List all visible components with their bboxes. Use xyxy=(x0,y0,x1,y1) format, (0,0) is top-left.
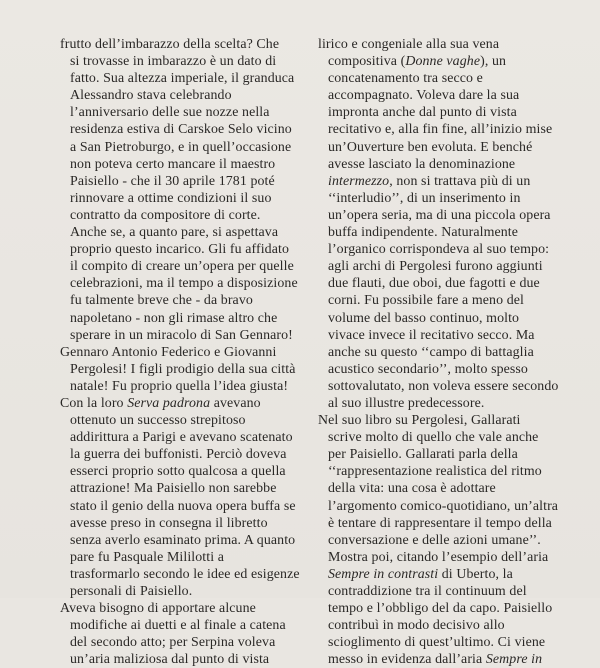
italic-title: Serva padrona xyxy=(127,395,211,411)
text-line: anche su questo ‘‘campo di battaglia xyxy=(328,344,534,360)
text-line: a San Pietroburgo, e in quell’occasione xyxy=(70,139,292,155)
text-line: avesse preso in consegna il libretto xyxy=(70,515,268,531)
text-line: un’Ouverture ben evoluta. E benché xyxy=(328,139,533,155)
text-line: corni. Fu possibile fare a meno del xyxy=(328,293,524,309)
text-line: contraddizione tra il continuum del xyxy=(328,584,527,599)
text-line: stato il genio della nuova opera buffa se xyxy=(70,498,296,514)
text-line: Alessandro stava celebrando xyxy=(70,88,232,104)
text-line: agli archi di Pergolesi furono aggiunti xyxy=(328,259,543,275)
text-line: contratto da compositore di corte. xyxy=(70,207,261,223)
text-line: il compito di creare un’opera per quelle xyxy=(70,259,294,275)
text-line: concatenamento tra secco e xyxy=(328,71,483,87)
text-line: recitativo e, alla fin fine, all’inizio mise xyxy=(328,122,553,138)
text-line: Gennaro Antonio Federico e Giovanni xyxy=(60,344,277,360)
text-line: rinnovare a ottime condizioni il suo xyxy=(70,190,272,206)
paragraph xyxy=(60,395,310,600)
text-line: Pergolesi! I figli prodigio della sua città xyxy=(70,361,296,377)
text-line: addirittura a Parigi e avevano scatenato xyxy=(70,430,293,446)
paragraph xyxy=(60,344,310,395)
text-line: fatto. Sua altezza imperiale, il granduca xyxy=(70,71,295,87)
text-line: fu talmente breve che - da bravo xyxy=(70,293,253,309)
text-line: un’aria maliziosa dal punto di vista xyxy=(70,652,270,668)
text-line: ottenuto un successo strepitoso xyxy=(70,413,246,429)
text-line: modifiche ai duetti e al finale a catena xyxy=(70,618,286,634)
text-line: tempo e l’obbligo del da capo. Paisiello xyxy=(328,601,553,617)
paragraph xyxy=(60,36,310,344)
text-line: scioglimento di quest’ultimo. Ci viene xyxy=(328,635,546,651)
text-line: impronta anche dal punto di vista xyxy=(328,105,517,121)
text-line: ‘‘rappresentazione realistica del ritmo xyxy=(328,464,542,480)
text-line: è tentare di rappresentare il tempo della xyxy=(328,515,552,531)
text-line: scrive molto di quello che vale anche xyxy=(328,430,539,446)
text-line: personali di Paisiello. xyxy=(70,584,193,599)
paragraph xyxy=(318,412,559,668)
text-line: sottovalutato, non voleva essere secondo xyxy=(328,378,559,394)
text-line: contribuì in modo decisivo allo xyxy=(328,618,505,634)
paragraph xyxy=(318,36,559,412)
text-line: un’opera seria, ma di una piccola opera xyxy=(328,207,551,223)
italic-title: intermezzo xyxy=(328,173,390,189)
text-line: Con la loro Serva padrona avevano xyxy=(60,395,261,411)
text-line: del secondo atto; per Serpina voleva xyxy=(70,635,276,651)
text-line: lirico e congeniale alla sua vena xyxy=(318,37,500,52)
text-line: residenza estiva di Carskoe Selo vicino xyxy=(70,122,292,138)
text-line: acustico secondario’’, molto spesso xyxy=(328,361,528,377)
text-line: due flauti, due oboi, due fagotti e due xyxy=(328,276,540,292)
italic-title: Sempre in xyxy=(485,652,543,668)
paragraph xyxy=(60,600,310,668)
text-line: buffa indipendente. Naturalmente xyxy=(328,225,519,241)
left-text-column xyxy=(60,36,310,668)
text-line: attrazione! Ma Paisiello non sarebbe xyxy=(70,481,277,497)
text-line: trasformarlo secondo le idee ed esigenze xyxy=(70,566,300,582)
text-line: senza averlo esaminato prima. A quanto xyxy=(70,532,296,548)
text-line: per Paisiello. Gallarati parla della xyxy=(328,447,518,463)
text-line: compositiva (Donne vaghe), un xyxy=(328,54,507,70)
text-line: al suo illustre predecessore. xyxy=(328,395,485,411)
text-line: Paisiello - che il 30 aprile 1781 poté xyxy=(70,173,275,189)
italic-title: Sempre in contrasti xyxy=(328,566,439,582)
text-line: conversazione e delle azioni umane’’. xyxy=(328,532,541,548)
text-line: l’anniversario delle sue nozze nella xyxy=(70,105,270,121)
text-line: non poteva certo mancare il maestro xyxy=(70,156,276,172)
text-line: celebrazioni, ma il tempo a disposizione xyxy=(70,276,298,292)
text-line: della vita: una cosa è adottare xyxy=(328,481,496,497)
text-line: avesse lasciato la denominazione xyxy=(328,156,516,172)
text-line: volume del basso continuo, molto xyxy=(328,310,520,326)
text-line: l’argomento comico-quotidiano, un’altra xyxy=(328,498,559,514)
right-text-column xyxy=(318,36,559,668)
text-line: Aveva bisogno di apportare alcune xyxy=(60,601,256,617)
text-line: vivace invece il recitativo secco. Ma xyxy=(328,327,535,343)
text-line: napoletano - non gli rimase altro che xyxy=(70,310,278,326)
text-line: ‘‘interludio’’, di un inserimento in xyxy=(328,190,521,206)
text-line: accompagnato. Voleva dare la sua xyxy=(328,88,520,104)
text-line: sperare in un miracolo di San Gennaro! xyxy=(70,327,293,343)
text-line: l’organico corrispondeva al suo tempo: xyxy=(328,242,550,258)
text-line: intermezzo, non si trattava più di un xyxy=(328,173,531,189)
text-line: Mostra poi, citando l’esempio dell’aria xyxy=(328,549,549,565)
text-line: proprio questo incarico. Gli fu affidato xyxy=(70,242,289,258)
text-line: natale! Fu proprio quella l’idea giusta! xyxy=(70,378,289,394)
text-line: si trovasse in imbarazzo è un dato di xyxy=(70,54,277,70)
italic-title: Donne vaghe xyxy=(405,54,481,70)
text-line: frutto dell’imbarazzo della scelta? Che xyxy=(60,37,280,52)
text-line: pare fu Pasquale Mililotti a xyxy=(70,549,225,565)
text-line: esserci proprio sotto qualcosa a quella xyxy=(70,464,286,480)
text-line: Sempre in contrasti di Uberto, la xyxy=(328,566,513,582)
text-line: la guerra dei buffonisti. Perciò doveva xyxy=(70,447,287,463)
text-line: messo in evidenza dall’aria Sempre in xyxy=(328,652,543,668)
text-line: Anche se, a quanto pare, si aspettava xyxy=(70,225,279,241)
text-line: Nel suo libro su Pergolesi, Gallarati xyxy=(318,413,521,429)
